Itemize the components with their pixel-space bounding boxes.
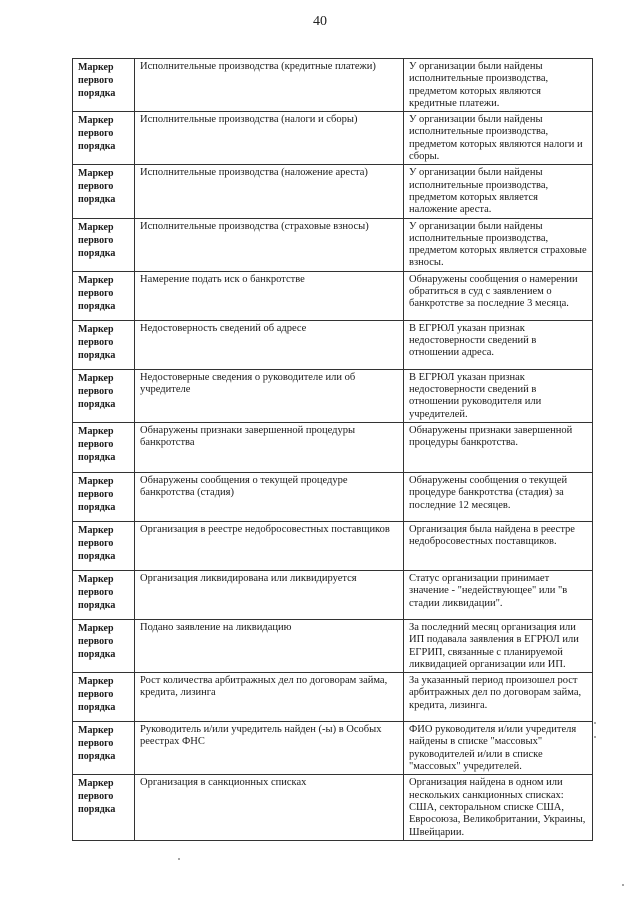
marker-level-cell: Маркер первого порядка: [73, 165, 135, 218]
marker-level-cell: Маркер первого порядка: [73, 112, 135, 165]
condition-cell: Подано заявление на ликвидацию: [135, 619, 404, 672]
table-row: [73, 422, 593, 472]
condition-cell: Руководитель и/или учредитель найден (-ы) в Особых реестрах ФНС: [135, 722, 404, 775]
table-row: [73, 165, 593, 218]
condition-cell: Организация в санкционных списках: [135, 775, 404, 841]
table-row: [73, 570, 593, 619]
description-cell: За последний месяц организация или ИП подавала заявления в ЕГРЮЛ или ЕГРИП, связанные с планируемой ликвидацией организации или ИП.: [404, 619, 593, 672]
description-cell: Организация найдена в одном или нескольких санкционных списках: США, секторальном списке США, Евросоюза, Великобритании, Украины, Швейцарии.: [404, 775, 593, 841]
marker-level-cell: Маркер первого порядка: [73, 422, 135, 472]
table-row: [73, 619, 593, 672]
scan-speck: [594, 736, 596, 738]
page-number: 40: [313, 14, 327, 29]
scan-speck: [178, 858, 180, 860]
marker-level-cell: Маркер первого порядка: [73, 59, 135, 112]
marker-level-cell: Маркер первого порядка: [73, 320, 135, 369]
condition-cell: Исполнительные производства (страховые взносы): [135, 218, 404, 271]
marker-level-cell: Маркер первого порядка: [73, 218, 135, 271]
table-row: [73, 722, 593, 775]
table-row: [73, 521, 593, 570]
marker-level-cell: Маркер первого порядка: [73, 472, 135, 521]
condition-cell: Организация ликвидирована или ликвидируется: [135, 570, 404, 619]
description-cell: Статус организации принимает значение - "недействующее" или "в стадии ликвидации".: [404, 570, 593, 619]
table-row: [73, 218, 593, 271]
scan-speck: [622, 884, 624, 886]
description-cell: Обнаружены признаки завершенной процедуры банкротства.: [404, 422, 593, 472]
condition-cell: Организация в реестре недобросовестных поставщиков: [135, 521, 404, 570]
scan-speck: [594, 722, 596, 724]
marker-level-cell: Маркер первого порядка: [73, 673, 135, 722]
description-cell: У организации были найдены исполнительные производства, предметом которых являются налоги и сборы.: [404, 112, 593, 165]
table-row: [73, 472, 593, 521]
condition-cell: Исполнительные производства (кредитные платежи): [135, 59, 404, 112]
condition-cell: Недостоверные сведения о руководителе или об учредителе: [135, 369, 404, 422]
table-row: [73, 112, 593, 165]
condition-cell: Обнаружены сообщения о текущей процедуре банкротства (стадия): [135, 472, 404, 521]
condition-cell: Исполнительные производства (наложение ареста): [135, 165, 404, 218]
description-cell: У организации были найдены исполнительные производства, предметом которых является страховые взносы.: [404, 218, 593, 271]
marker-level-cell: Маркер первого порядка: [73, 619, 135, 672]
description-cell: ФИО руководителя и/или учредителя найдены в списке "массовых" руководителей и/или в списке "массовых" учредителей.: [404, 722, 593, 775]
table-row: [73, 775, 593, 841]
table-row: [73, 369, 593, 422]
description-cell: В ЕГРЮЛ указан признак недостоверности сведений в отношении адреса.: [404, 320, 593, 369]
table-row: [73, 59, 593, 112]
condition-cell: Недостоверность сведений об адресе: [135, 320, 404, 369]
marker-level-cell: Маркер первого порядка: [73, 722, 135, 775]
marker-level-cell: Маркер первого порядка: [73, 369, 135, 422]
risk-markers-table: [72, 58, 593, 841]
description-cell: За указанный период произошел рост арбитражных дел по договорам займа, кредита, лизинга.: [404, 673, 593, 722]
description-cell: Обнаружены сообщения о текущей процедуре банкротства (стадия) за последние 12 месяцев.: [404, 472, 593, 521]
description-cell: В ЕГРЮЛ указан признак недостоверности сведений в отношении руководителя или учредителей.: [404, 369, 593, 422]
condition-cell: Исполнительные производства (налоги и сборы): [135, 112, 404, 165]
marker-level-cell: Маркер первого порядка: [73, 521, 135, 570]
description-cell: Обнаружены сообщения о намерении обратиться в суд с заявлением о банкротстве за последние 3 месяца.: [404, 271, 593, 320]
table-row: [73, 673, 593, 722]
condition-cell: Обнаружены признаки завершенной процедуры банкротства: [135, 422, 404, 472]
condition-cell: Намерение подать иск о банкротстве: [135, 271, 404, 320]
marker-level-cell: Маркер первого порядка: [73, 271, 135, 320]
table-row: [73, 320, 593, 369]
description-cell: У организации были найдены исполнительные производства, предметом которых являются кредитные платежи.: [404, 59, 593, 112]
condition-cell: Рост количества арбитражных дел по договорам займа, кредита, лизинга: [135, 673, 404, 722]
table-row: [73, 271, 593, 320]
description-cell: Организация была найдена в реестре недобросовестных поставщиков.: [404, 521, 593, 570]
marker-level-cell: Маркер первого порядка: [73, 570, 135, 619]
description-cell: У организации были найдены исполнительные производства, предметом которых является наложение ареста.: [404, 165, 593, 218]
marker-level-cell: Маркер первого порядка: [73, 775, 135, 841]
